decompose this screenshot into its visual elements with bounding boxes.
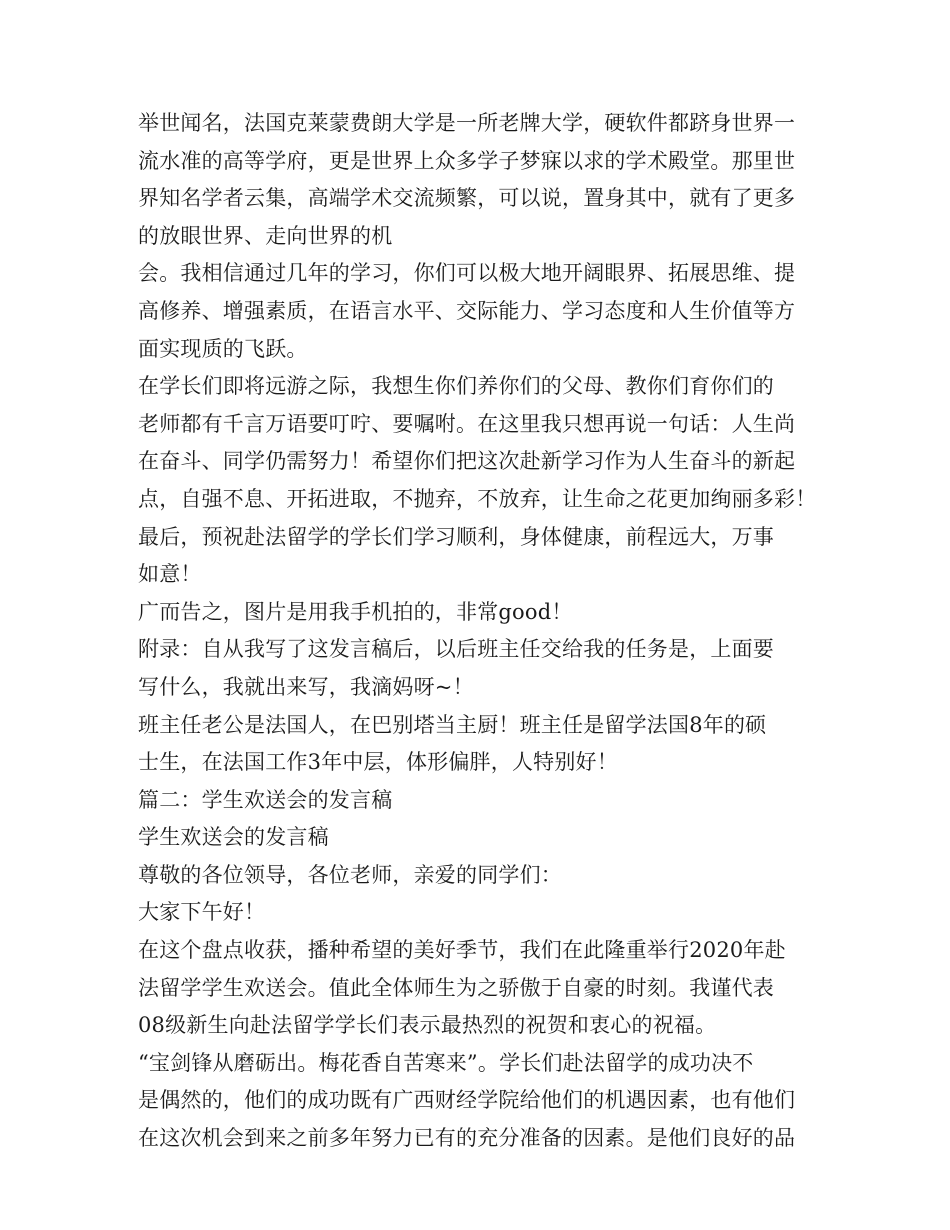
text-line: 广而告之，图片是用我手机拍的，非常good！ [138, 599, 573, 624]
text-line: 法留学学生欢送会。值此全体师生为之骄傲于自豪的时刻。我谨代表 [138, 975, 774, 1000]
text-line: 面实现质的飞跃。 [138, 336, 308, 361]
text-line: 在学长们即将远游之际，我想生你们养你们的父母、教你们育你们的 [138, 374, 774, 399]
text-line: 大家下午好！ [138, 900, 266, 925]
text-line: 最后，预祝赴法留学的学长们学习顺利，身体健康，前程远大，万事 [138, 524, 774, 549]
text-line: 老师都有千言万语要叮咛、要嘱咐。在这里我只想再说一句话：人生尚 [138, 411, 796, 436]
text-line: 的放眼世界、走向世界的机 [138, 223, 393, 248]
text-line: 尊敬的各位领导，各位老师，亲爱的同学们： [138, 862, 562, 887]
text-line: “宝剑锋从磨砺出。梅花香自苦寒来”。学长们赴法留学的成功决不 [138, 1050, 754, 1075]
text-line: 08级新生向赴法留学学长们表示最热烈的祝贺和衷心的祝福。 [138, 1013, 717, 1038]
text-line: 流水准的高等学府，更是世界上众多学子梦寐以求的学术殿堂。那里世 [138, 148, 796, 173]
text-line: 如意！ [138, 562, 202, 587]
text-line: 点，自强不息、开拓进取，不抛弃，不放弃，让生命之花更加绚丽多彩！ [138, 486, 817, 511]
text-line: 高修养、增强素质，在语言水平、交际能力、学习态度和人生价值等方 [138, 298, 796, 323]
text-line: 是偶然的，他们的成功既有广西财经学院给他们的机遇因素，也有他们 [138, 1088, 796, 1113]
text-line: 班主任老公是法国人，在巴别塔当主厨！班主任是留学法国8年的硕 [138, 712, 767, 737]
section-heading: 篇二：学生欢送会的发言稿 [138, 787, 393, 812]
text-line: 附录：自从我写了这发言稿后，以后班主任交给我的任务是，上面要 [138, 637, 774, 662]
document-body [138, 105, 828, 1158]
text-line: 会。我相信通过几年的学习，你们可以极大地开阔眼界、拓展思维、提 [138, 261, 796, 286]
text-line: 写什么，我就出来写，我滴妈呀~！ [138, 674, 474, 699]
text-line: 举世闻名，法国克莱蒙费朗大学是一所老牌大学，硬软件都跻身世界一 [138, 111, 796, 135]
text-line: 界知名学者云集，高端学术交流频繁，可以说，置身其中，就有了更多 [138, 186, 796, 211]
text-line: 学生欢送会的发言稿 [138, 825, 329, 850]
text-line: 在这次机会到来之前多年努力已有的充分准备的因素。是他们良好的品 [138, 1126, 796, 1151]
text-line: 在这个盘点收获，播种希望的美好季节，我们在此隆重举行2020年赴 [138, 938, 786, 963]
text-line: 士生，在法国工作3年中层，体形偏胖，人特别好！ [138, 750, 618, 775]
text-line: 在奋斗、同学仍需努力！希望你们把这次赴新学习作为人生奋斗的新起 [138, 449, 796, 474]
